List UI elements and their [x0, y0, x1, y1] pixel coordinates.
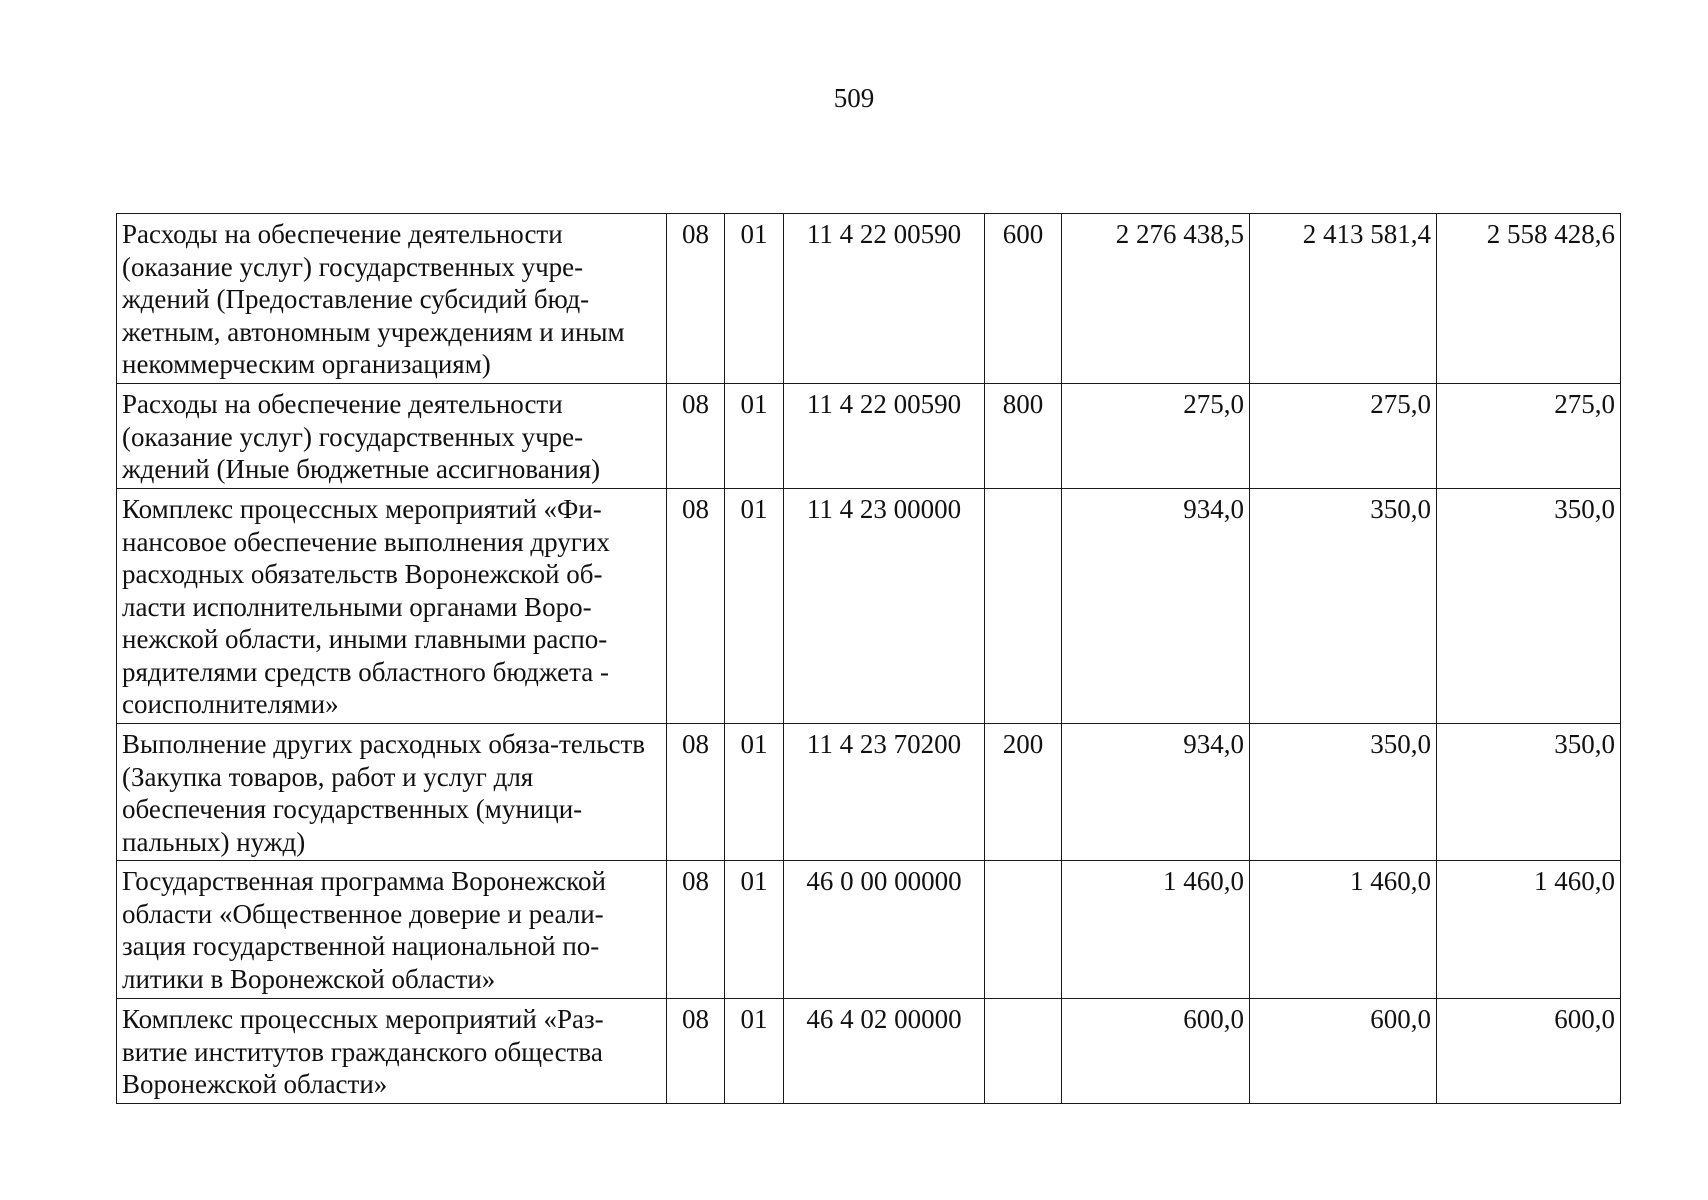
target-article-cell: 11 4 23 70200: [784, 724, 985, 861]
target-article-cell: 11 4 22 00590: [784, 214, 985, 384]
amount-year1-cell: 934,0: [1062, 489, 1250, 724]
amount-year2-cell: 275,0: [1250, 384, 1437, 489]
target-article-cell: 46 4 02 00000: [784, 999, 985, 1104]
budget-table: [116, 213, 1621, 1104]
amount-year1-cell: 600,0: [1062, 999, 1250, 1104]
section-code-cell: 08: [667, 384, 725, 489]
expense-type-cell: [985, 489, 1062, 724]
amount-year3-cell: 600,0: [1437, 999, 1621, 1104]
amount-year1-cell: 2 276 438,5: [1062, 214, 1250, 384]
expense-type-cell: 800: [985, 384, 1062, 489]
row-name-cell: Комплекс процессных мероприятий «Фи-нансовое обеспечение выполнения других расходных обязательств Воронежской об-ласти исполнительными органами Воро-нежской области, иными главными распо-рядителями средств областного бюджета - соисполнителями»: [117, 489, 667, 724]
section-code-cell: 08: [667, 724, 725, 861]
amount-year2-cell: 350,0: [1250, 724, 1437, 861]
table-row: [117, 861, 1621, 999]
amount-year2-cell: 350,0: [1250, 489, 1437, 724]
row-name-cell: Государственная программа Воронежской области «Общественное доверие и реали-зация государственной национальной по-литики в Воронежской области»: [117, 861, 667, 999]
section-code-cell: 08: [667, 999, 725, 1104]
amount-year1-cell: 1 460,0: [1062, 861, 1250, 999]
amount-year3-cell: 1 460,0: [1437, 861, 1621, 999]
row-name-cell: Выполнение других расходных обяза-тельств (Закупка товаров, работ и услуг для обеспечения государственных (муници-пальных) нужд): [117, 724, 667, 861]
amount-year3-cell: 2 558 428,6: [1437, 214, 1621, 384]
subsection-code-cell: 01: [725, 999, 784, 1104]
table-row: [117, 214, 1621, 384]
amount-year2-cell: 600,0: [1250, 999, 1437, 1104]
section-code-cell: 08: [667, 489, 725, 724]
amount-year2-cell: 1 460,0: [1250, 861, 1437, 999]
expense-type-cell: [985, 999, 1062, 1104]
subsection-code-cell: 01: [725, 489, 784, 724]
table-row: [117, 999, 1621, 1104]
row-name-cell: Расходы на обеспечение деятельности (оказание услуг) государственных учре-ждений (Иные бюджетные ассигнования): [117, 384, 667, 489]
subsection-code-cell: 01: [725, 214, 784, 384]
row-name-cell: Расходы на обеспечение деятельности (оказание услуг) государственных учре-ждений (Предоставление субсидий бюд-жетным, автономным учреждениям и иным некоммерческим организациям): [117, 214, 667, 384]
amount-year3-cell: 350,0: [1437, 724, 1621, 861]
expense-type-cell: [985, 861, 1062, 999]
page-number: 509: [833, 83, 875, 113]
target-article-cell: 11 4 22 00590: [784, 384, 985, 489]
target-article-cell: 46 0 00 00000: [784, 861, 985, 999]
table-row: [117, 724, 1621, 861]
amount-year3-cell: 275,0: [1437, 384, 1621, 489]
amount-year3-cell: 350,0: [1437, 489, 1621, 724]
amount-year2-cell: 2 413 581,4: [1250, 214, 1437, 384]
table-row: [117, 489, 1621, 724]
subsection-code-cell: 01: [725, 861, 784, 999]
row-name-cell: Комплекс процессных мероприятий «Раз-витие институтов гражданского общества Воронежской области»: [117, 999, 667, 1104]
amount-year1-cell: 934,0: [1062, 724, 1250, 861]
subsection-code-cell: 01: [725, 384, 784, 489]
amount-year1-cell: 275,0: [1062, 384, 1250, 489]
target-article-cell: 11 4 23 00000: [784, 489, 985, 724]
subsection-code-cell: 01: [725, 724, 784, 861]
section-code-cell: 08: [667, 214, 725, 384]
section-code-cell: 08: [667, 861, 725, 999]
table-row: [117, 384, 1621, 489]
expense-type-cell: 200: [985, 724, 1062, 861]
expense-type-cell: 600: [985, 214, 1062, 384]
